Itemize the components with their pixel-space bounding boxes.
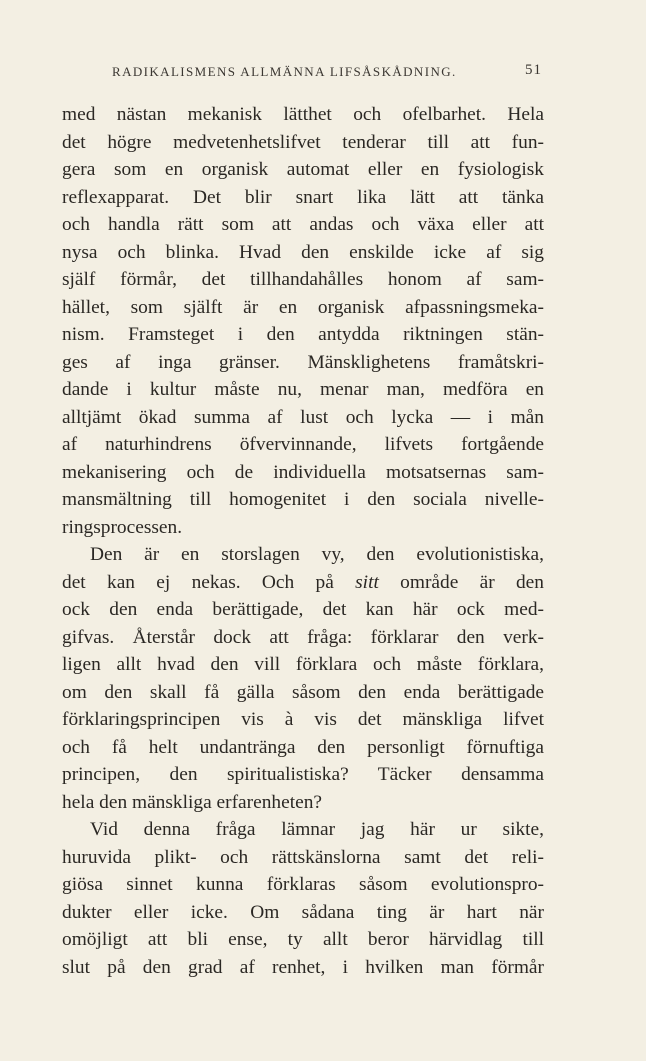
text-segment: område är den: [400, 571, 544, 593]
text-line: ringsprocessen.: [62, 516, 183, 538]
emphasized-word: sitt: [355, 571, 379, 593]
text-line: gifvas. Återstår dock att fråga: förklarar den verk-: [62, 626, 544, 648]
text-line: det högre medvetenhetslifvet tenderar till att fun-: [62, 131, 544, 153]
text-line: och handla rätt som att andas och växa eller att: [62, 214, 544, 235]
body-text: [62, 101, 544, 981]
text-line: ligen allt hvad den vill förklara och måste förklara,: [62, 654, 544, 675]
text-segment: det kan ej nekas. Och på: [62, 571, 334, 593]
running-head-title: RADIKALISMENS ALLMÄNNA LIFSÅSKÅDNING.: [112, 64, 457, 79]
text-line: reflexapparat. Det blir snart lika lätt att tänka: [62, 186, 544, 208]
text-line: ges af inga gränser. Mänsklighetens framåtskri-: [62, 351, 544, 373]
text-line: och få helt undantränga den personligt förnuftiga: [62, 736, 544, 758]
text-line-with-emphasis: [62, 569, 544, 597]
text-line: dukter eller icke. Om sådana ting är hart när: [62, 901, 544, 923]
text-line: principen, den spiritualistiska? Täcker densamma: [62, 764, 544, 785]
text-line: förklaringsprincipen vis à vis det mänskliga lifvet: [62, 709, 544, 730]
text-line: slut på den grad af renhet, i hvilken man förmår: [62, 956, 544, 978]
text-line: med nästan mekanisk lätthet och ofelbarhet. Hela: [62, 104, 544, 125]
paragraph-first-line: Den är en storslagen vy, den evolutionistiska,: [90, 544, 544, 565]
text-line: om den skall få gälla såsom den enda berättigade: [62, 681, 544, 703]
text-line: själf förmår, det tillhandahålles honom af sam-: [62, 269, 544, 290]
paragraph-first-line: Vid denna fråga lämnar jag här ur sikte,: [90, 819, 544, 840]
text-line: hället, som själft är en organisk afpassningsmeka-: [62, 296, 544, 318]
text-line: ock den enda berättigade, det kan här ock med-: [62, 599, 544, 620]
text-line: nism. Framsteget i den antydda riktningen stän-: [62, 324, 544, 345]
text-line: af naturhindrens öfvervinnande, lifvets fortgående: [62, 434, 544, 455]
text-line: huruvida plikt- och rättskänslorna samt det reli-: [62, 846, 544, 868]
page-number: 51: [525, 62, 542, 78]
running-head: [112, 64, 542, 84]
text-line: mekanisering och de individuella motsatsernas sam-: [62, 461, 544, 483]
text-line: alltjämt ökad summa af lust och lycka — i mån: [62, 406, 544, 428]
text-line: hela den mänskliga erfarenheten?: [62, 791, 323, 813]
text-line: dande i kultur måste nu, menar man, medföra en: [62, 379, 544, 400]
text-line: mansmältning till homogenitet i den sociala nivelle-: [62, 489, 544, 510]
text-line: gera som en organisk automat eller en fysiologisk: [62, 159, 544, 180]
text-line: nysa och blinka. Hvad den enskilde icke af sig: [62, 241, 544, 263]
text-line: giösa sinnet kunna förklaras såsom evolutionspro-: [62, 874, 544, 895]
text-line: omöjligt att bli ense, ty allt beror härvidlag till: [62, 929, 544, 950]
